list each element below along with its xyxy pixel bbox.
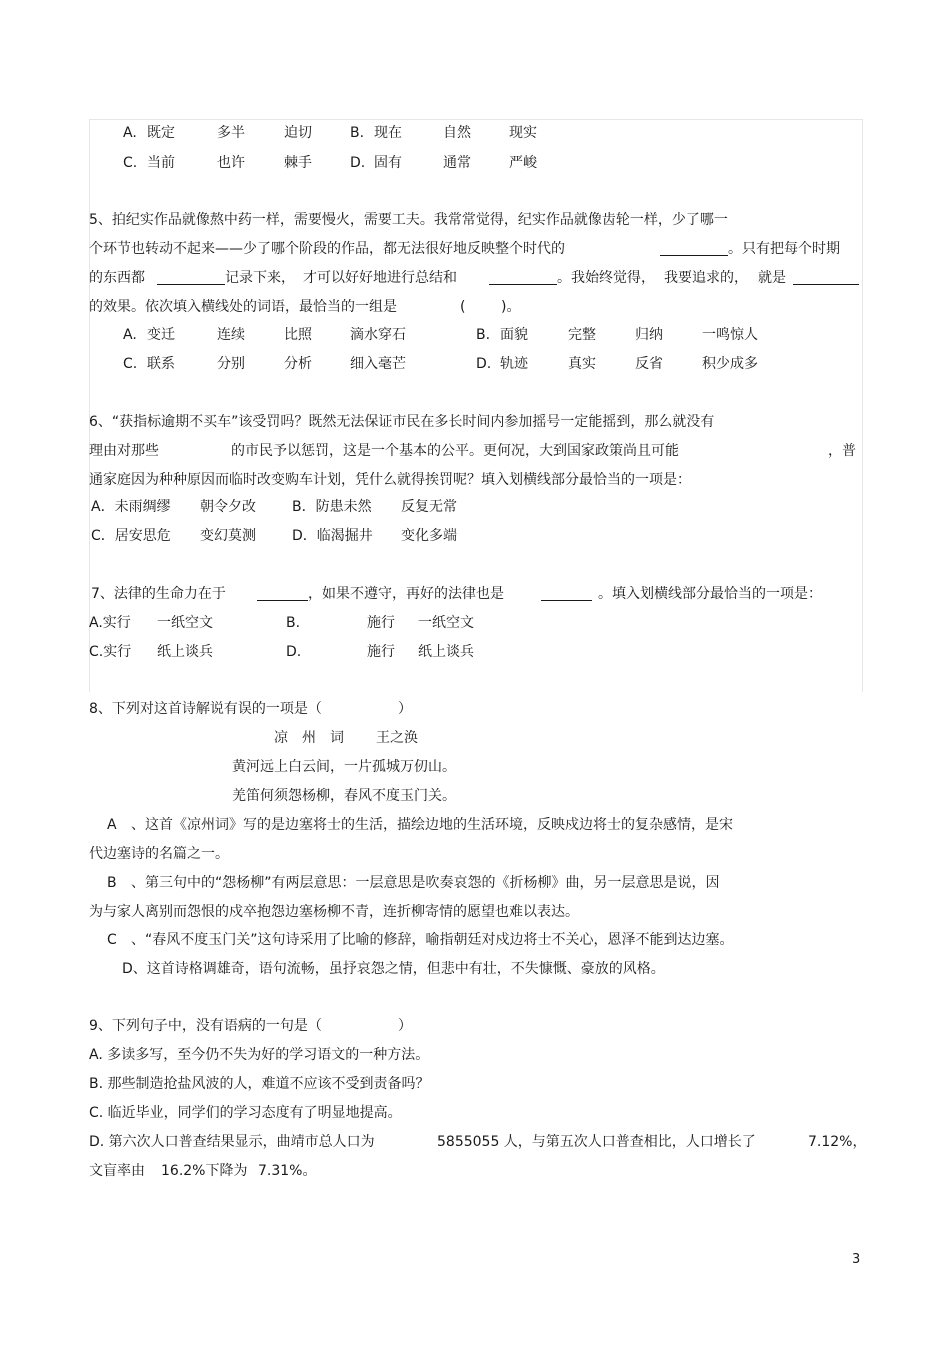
q6-option-b: B．防患未然: [292, 499, 372, 515]
option-label: B.: [350, 125, 365, 141]
option-label: A.: [123, 125, 137, 141]
poem-author: 王之涣: [376, 730, 418, 746]
q7-line-1c: 。填入划横线部分最恰当的一项是：: [598, 586, 822, 602]
q8-option-c-label: C: [107, 932, 117, 948]
option-label: C.: [123, 155, 138, 171]
q5-line-3f: 就是: [758, 270, 786, 286]
q6-option-d-word: 变化多端: [401, 528, 457, 544]
option-word: 多半: [217, 125, 245, 141]
q6-option-c-word: 变幻莫测: [200, 528, 256, 544]
q5-paren-open: (: [460, 299, 466, 315]
option-word: 反省: [635, 356, 663, 372]
option-word: 归纳: [635, 327, 663, 343]
q9-option-d-2: 5855055 人，与第五次人口普查相比，人口增长了: [437, 1134, 756, 1150]
q5-line-2b: 。只有把每个时期: [728, 241, 840, 257]
option-word: 真实: [568, 356, 596, 372]
option-word: 也许: [217, 155, 245, 171]
q5-line-3c: 才可以好好地进行总结和: [303, 270, 457, 286]
q9-option-d-6: 7.31%。: [258, 1163, 317, 1179]
option-word: 迫切: [284, 125, 312, 141]
option-word: 分别: [217, 356, 245, 372]
q5-line-1: 5、拍纪实作品就像熬中药一样，需要慢火，需要工夫。我常常觉得，纪实作品就像齿轮一样，少了哪一: [89, 212, 728, 228]
q8-option-a-label: A: [107, 817, 117, 833]
option-word: 比照: [284, 327, 312, 343]
q7-option-b-word1: 施行: [367, 615, 395, 631]
q6-option-a: A．未雨绸缪: [91, 499, 171, 515]
q5-line-3b: 记录下来，: [225, 270, 295, 286]
q7-option-d: D.: [286, 644, 302, 660]
q9-line-1: 9、下列句子中，没有语病的一句是（: [89, 1018, 322, 1034]
q7-option-d-word2: 纸上谈兵: [418, 644, 474, 660]
q6-option-c: C．居安思危: [91, 528, 171, 544]
option-word: 自然: [443, 125, 471, 141]
option-word: 细入毫芒: [350, 356, 406, 372]
option-word: 既定: [147, 125, 175, 141]
poem-line-2: 羌笛何须怨杨柳，春风不度玉门关。: [232, 788, 456, 804]
option-label: C.: [123, 356, 138, 372]
poem-line-1: 黄河远上白云间，一片孤城万仞山。: [232, 759, 456, 775]
q5-blank-1: [660, 243, 728, 256]
option-word: 分析: [284, 356, 312, 372]
q9-paren-close: ）: [398, 1018, 412, 1034]
q6-line-1: 6、“获指标逾期不买车”该受罚吗？既然无法保证市民在多长时间内参加摇号一定能摇到，那么就没有: [89, 414, 715, 430]
option-word: 严峻: [509, 155, 537, 171]
q5-blank-2: [157, 272, 225, 285]
option-word: 变迁: [147, 327, 175, 343]
q7-option-b-word2: 一纸空文: [418, 615, 474, 631]
q6-line-2b: 的市民予以惩罚，这是一个基本的公平。更何况，大到国家政策尚且可能: [231, 443, 679, 459]
q5-line-3e: 我要追求的，: [664, 270, 748, 286]
q7-line-1a: 7、法律的生命力在于: [91, 586, 226, 602]
option-word: 一鸣惊人: [702, 327, 758, 343]
option-label: A.: [123, 327, 137, 343]
option-word: 面貌: [500, 327, 528, 343]
option-label: D.: [476, 356, 492, 372]
q6-option-b-word: 反复无常: [401, 499, 457, 515]
option-word: 滴水穿石: [350, 327, 406, 343]
content-frame: [89, 119, 863, 692]
q6-option-a-word: 朝令夕改: [200, 499, 256, 515]
option-label: B.: [476, 327, 491, 343]
option-word: 完整: [568, 327, 596, 343]
q5-paren-close: )。: [501, 299, 521, 315]
q7-option-d-word1: 施行: [367, 644, 395, 660]
q9-option-b: B. 那些制造抢盐风波的人，难道不应该不受到责备吗？: [89, 1076, 430, 1092]
option-label: D.: [350, 155, 366, 171]
q7-line-1b: ，如果不遵守，再好的法律也是: [308, 586, 504, 602]
q9-option-d-1: D. 第六次人口普查结果显示，曲靖市总人口为: [89, 1134, 375, 1150]
option-word: 通常: [443, 155, 471, 171]
q8-paren-close: ）: [398, 701, 412, 717]
q7-blank-1: [257, 588, 308, 601]
q7-option-c-word: 纸上谈兵: [157, 644, 213, 660]
q8-option-b-text-2: 为与家人离别而怨恨的戍卒抱怨边塞杨柳不青，连折柳寄情的愿望也难以表达。: [89, 904, 579, 920]
q8-option-a-text: 、这首《凉州词》写的是边塞将士的生活，描绘边地的生活环境，反映戍边将士的复杂感情，是宋: [131, 817, 733, 833]
q5-line-2a: 个环节也转动不起来——少了哪个阶段的作品，都无法很好地反映整个时代的: [89, 241, 565, 257]
option-word: 积少成多: [702, 356, 758, 372]
q6-option-d: D．临渴掘井: [292, 528, 373, 544]
q5-line-4a: 的效果。依次填入横线处的词语，最恰当的一组是: [89, 299, 397, 315]
q6-line-3: 通家庭因为种种原因而临时改变购车计划，凭什么就得挨罚呢？填入划横线部分最恰当的一项是：: [89, 472, 691, 488]
option-word: 固有: [374, 155, 402, 171]
q8-option-c-text: 、“春风不度玉门关”这句诗采用了比喻的修辞，喻指朝廷对戍边将士不关心，恩泽不能到达边塞。: [131, 932, 734, 948]
q9-option-d-5: 16.2%下降为: [161, 1163, 248, 1179]
q9-option-c: C. 临近毕业，同学们的学习态度有了明显地提高。: [89, 1105, 402, 1121]
q6-line-2a: 理由对那些: [89, 443, 159, 459]
q5-line-3d: 。我始终觉得，: [557, 270, 655, 286]
option-word: 棘手: [284, 155, 312, 171]
q8-option-d-text: D、这首诗格调雄奇，语句流畅，虽抒哀怨之情，但悲中有壮，不失慷慨、豪放的风格。: [122, 961, 665, 977]
q7-option-c: C.实行: [89, 644, 132, 660]
q6-line-2c: ，普: [828, 443, 856, 459]
q7-option-a-word: 一纸空文: [157, 615, 213, 631]
option-word: 连续: [217, 327, 245, 343]
option-word: 现在: [374, 125, 402, 141]
q5-line-3a: 的东西都: [89, 270, 145, 286]
q8-option-a-text-2: 代边塞诗的名篇之一。: [89, 846, 229, 862]
q5-blank-4: [793, 272, 859, 285]
option-word: 当前: [147, 155, 175, 171]
poem-title: 凉 州 词: [274, 730, 344, 746]
q7-option-a: A.实行: [89, 615, 131, 631]
option-word: 现实: [509, 125, 537, 141]
q8-line-1: 8、下列对这首诗解说有误的一项是（: [89, 701, 322, 717]
q7-option-b: B.: [286, 615, 301, 631]
q9-option-d-4: 文盲率由: [89, 1163, 145, 1179]
q7-blank-2: [541, 588, 592, 601]
q8-option-b-label: B: [107, 875, 117, 891]
q8-option-b-text: 、第三句中的“怨杨柳”有两层意思：一层意思是吹奏哀怨的《折杨柳》曲，另一层意思是说，因: [131, 875, 720, 891]
q9-option-d-3: 7.12%，: [808, 1134, 867, 1150]
page-number: 3: [852, 1252, 861, 1267]
q5-blank-3: [489, 272, 557, 285]
option-word: 联系: [147, 356, 175, 372]
q9-option-a: A. 多读多写，至今仍不失为好的学习语文的一种方法。: [89, 1047, 430, 1063]
option-word: 轨迹: [500, 356, 528, 372]
